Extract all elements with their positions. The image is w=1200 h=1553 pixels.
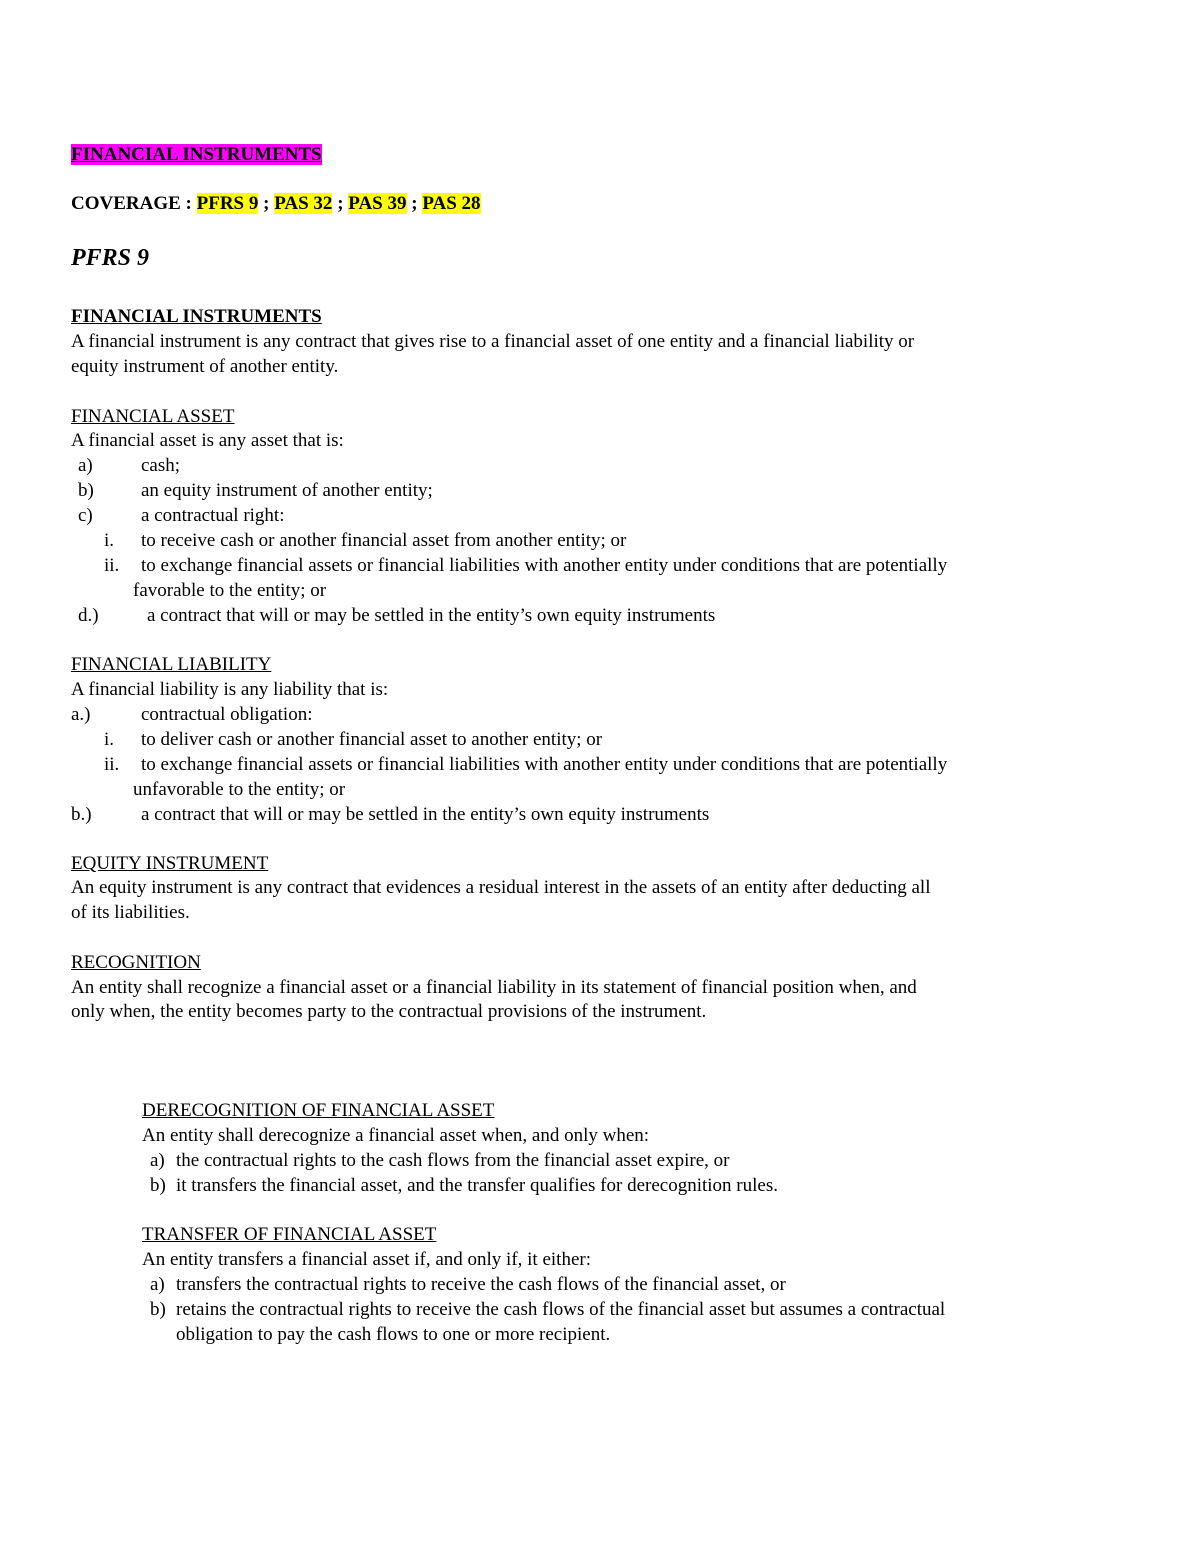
sub-list-marker: ii. [104,754,120,775]
list-item: a contract that will or may be settled in the entity’s own equity instruments [141,804,710,825]
list-marker: b) [78,480,94,501]
list-item: an equity instrument of another entity; [141,480,433,501]
list-item-continuation: obligation to pay the cash flows to one or more recipient. [176,1324,611,1345]
section-heading-financial-asset: FINANCIAL ASSET [71,406,235,427]
section-intro: An entity transfers a financial asset if, and only if, it either: [142,1249,591,1270]
list-marker: a) [78,455,93,476]
list-marker: c) [78,505,93,526]
section-heading-equity-instrument: EQUITY INSTRUMENT [71,853,269,874]
coverage-item: PAS 28 [422,193,481,214]
coverage-item: PAS 32 [274,193,333,214]
coverage-item: PAS 39 [348,193,407,214]
list-item: contractual obligation: [141,704,313,725]
list-item: transfers the contractual rights to receive the cash flows of the financial asset, or [176,1274,786,1295]
list-item: a contractual right: [141,505,285,526]
section-intro: An entity shall derecognize a financial asset when, and only when: [142,1125,650,1146]
section-heading-recognition: RECOGNITION [71,952,201,973]
list-item: retains the contractual rights to receive the cash flows of the financial asset but assumes a contractual [176,1299,946,1320]
list-marker: a) [150,1274,165,1295]
coverage-separator: ; [411,193,418,214]
list-marker: a.) [71,704,91,725]
paragraph-line: of its liabilities. [71,902,190,923]
paragraph-line: An entity shall recognize a financial asset or a financial liability in its statement of financial position when, and [71,977,917,998]
coverage-label: COVERAGE : [71,193,192,214]
list-marker: b.) [71,804,92,825]
coverage-separator: ; [337,193,344,214]
sub-list-item: to deliver cash or another financial asset to another entity; or [141,729,603,750]
section-intro: A financial liability is any liability that is: [71,679,389,700]
sub-list-item: to exchange financial assets or financial liabilities with another entity under conditions that are potentially [141,754,948,775]
list-item: a contract that will or may be settled in the entity’s own equity instruments [147,605,716,626]
section-heading-transfer: TRANSFER OF FINANCIAL ASSET [142,1224,437,1245]
list-item: the contractual rights to the cash flows from the financial asset expire, or [176,1150,730,1171]
sub-list-item-continuation: unfavorable to the entity; or [133,779,346,800]
sub-list-marker: i. [104,729,115,750]
sub-list-item: to exchange financial assets or financial liabilities with another entity under conditions that are potentially [141,555,948,576]
section-heading-financial-instruments: FINANCIAL INSTRUMENTS [71,306,322,327]
section-heading-financial-liability: FINANCIAL LIABILITY [71,654,272,675]
coverage-item: PFRS 9 [196,193,259,214]
paragraph-line: equity instrument of another entity. [71,356,339,377]
list-item: it transfers the financial asset, and the transfer qualifies for derecognition rules. [176,1175,778,1196]
sub-list-item: to receive cash or another financial asset from another entity; or [141,530,627,551]
paragraph-line: A financial instrument is any contract that gives rise to a financial asset of one entity and a financial liability or [71,331,915,352]
paragraph-line: An equity instrument is any contract that evidences a residual interest in the assets of an entity after deducting all [71,877,931,898]
coverage-separator: ; [263,193,270,214]
sub-list-item-continuation: favorable to the entity; or [133,580,327,601]
list-marker: d.) [78,605,99,626]
section-intro: A financial asset is any asset that is: [71,430,344,451]
section-heading-derecognition: DERECOGNITION OF FINANCIAL ASSET [142,1100,495,1121]
page-title: FINANCIAL INSTRUMENTS [71,144,322,165]
list-marker: b) [150,1175,166,1196]
standard-heading: PFRS 9 [71,245,150,271]
sub-list-marker: i. [104,530,115,551]
coverage-line [71,191,481,216]
list-marker: a) [150,1150,165,1171]
list-item: cash; [141,455,181,476]
list-marker: b) [150,1299,166,1320]
paragraph-line: only when, the entity becomes party to the contractual provisions of the instrument. [71,1001,707,1022]
sub-list-marker: ii. [104,555,120,576]
